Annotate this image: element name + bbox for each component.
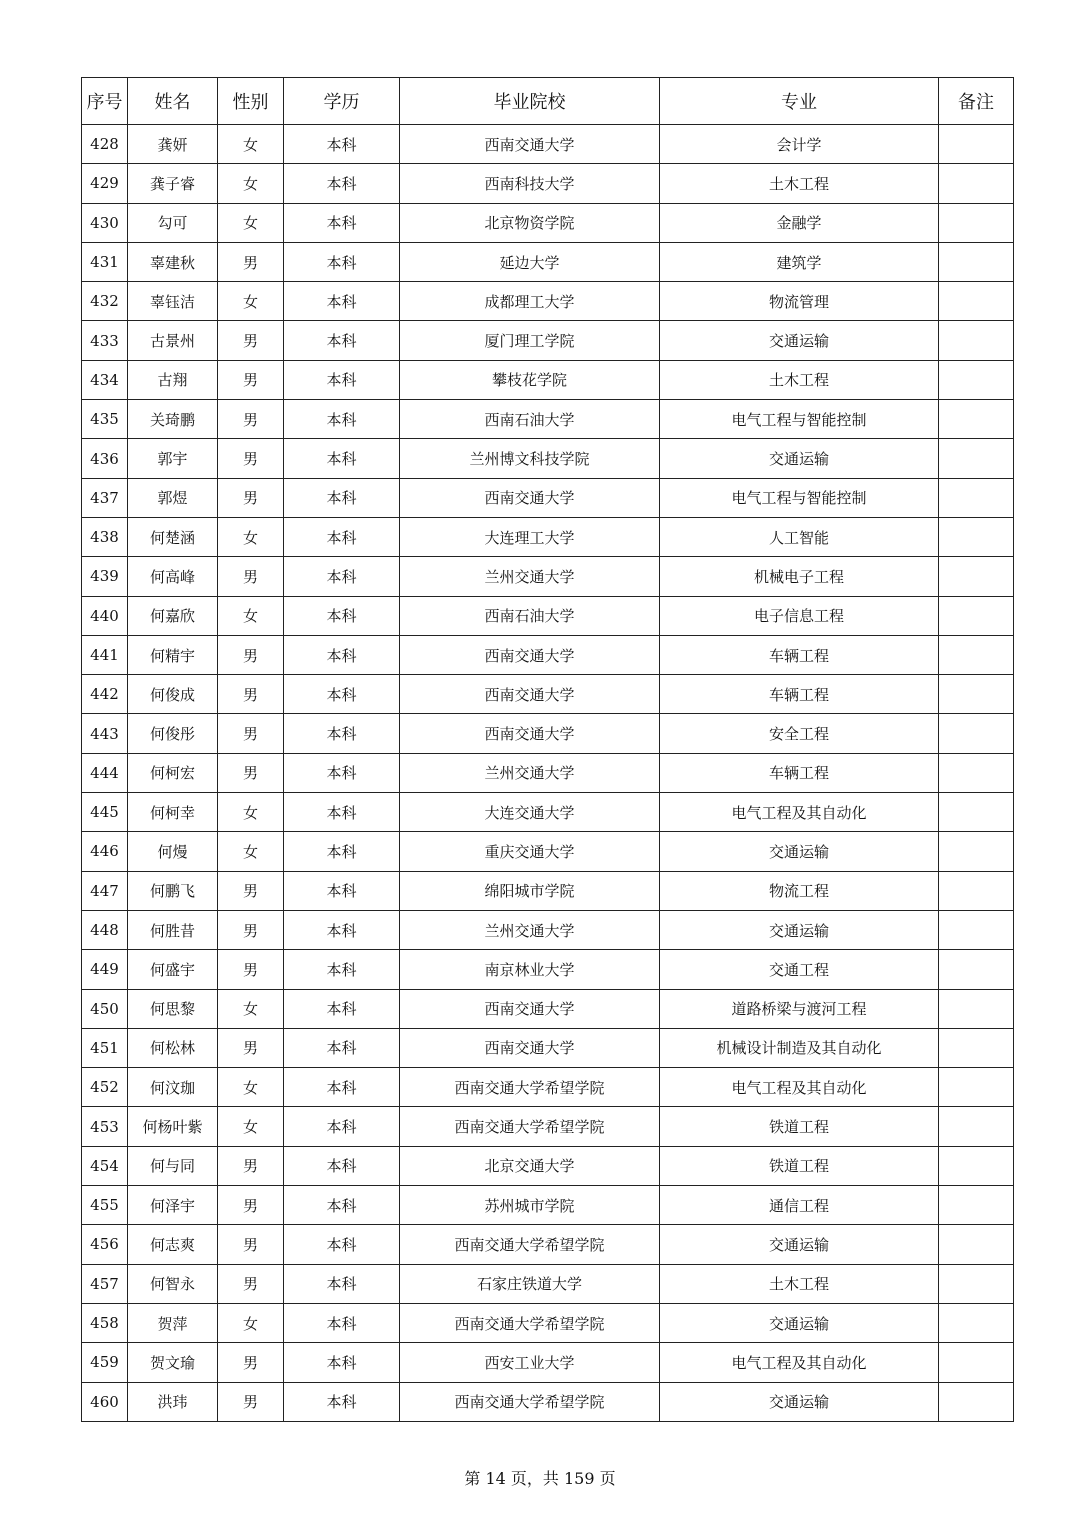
cell-education: 本科 [284,1068,400,1107]
cell-name: 何与同 [128,1146,218,1185]
cell-gender: 男 [218,1186,284,1225]
cell-school: 兰州交通大学 [400,753,660,792]
cell-index: 458 [82,1303,128,1342]
cell-remarks [939,596,1014,635]
cell-school: 西南交通大学 [400,478,660,517]
cell-remarks [939,1107,1014,1146]
cell-name: 何盛宇 [128,950,218,989]
cell-gender: 男 [218,321,284,360]
cell-gender: 男 [218,1225,284,1264]
cell-gender: 女 [218,164,284,203]
cell-index: 455 [82,1186,128,1225]
table-row [82,950,1014,989]
table-row [82,164,1014,203]
table-row [82,1225,1014,1264]
cell-remarks [939,125,1014,164]
cell-education: 本科 [284,203,400,242]
cell-gender: 男 [218,400,284,439]
cell-remarks [939,242,1014,281]
table-row [82,321,1014,360]
cell-major: 铁道工程 [660,1107,939,1146]
cell-name: 何俊成 [128,675,218,714]
cell-school: 成都理工大学 [400,282,660,321]
cell-index: 437 [82,478,128,517]
cell-remarks [939,675,1014,714]
cell-major: 交通运输 [660,910,939,949]
cell-index: 430 [82,203,128,242]
cell-education: 本科 [284,989,400,1028]
cell-gender: 男 [218,635,284,674]
cell-education: 本科 [284,400,400,439]
cell-index: 433 [82,321,128,360]
cell-major: 交通运输 [660,321,939,360]
cell-remarks [939,557,1014,596]
cell-school: 西安工业大学 [400,1343,660,1382]
cell-major: 交通运输 [660,832,939,871]
cell-index: 447 [82,871,128,910]
table-row [82,832,1014,871]
cell-index: 441 [82,635,128,674]
cell-gender: 男 [218,1146,284,1185]
cell-index: 438 [82,517,128,556]
cell-gender: 男 [218,1028,284,1067]
table-row [82,910,1014,949]
cell-remarks [939,478,1014,517]
cell-index: 452 [82,1068,128,1107]
cell-index: 457 [82,1264,128,1303]
cell-gender: 女 [218,832,284,871]
cell-major: 土木工程 [660,164,939,203]
cell-gender: 女 [218,1068,284,1107]
cell-gender: 男 [218,360,284,399]
cell-name: 何鹏飞 [128,871,218,910]
cell-major: 铁道工程 [660,1146,939,1185]
cell-school: 大连交通大学 [400,793,660,832]
cell-gender: 男 [218,478,284,517]
cell-name: 龚子睿 [128,164,218,203]
cell-remarks [939,400,1014,439]
cell-school: 绵阳城市学院 [400,871,660,910]
cell-major: 交通运输 [660,439,939,478]
cell-remarks [939,1146,1014,1185]
cell-school: 北京物资学院 [400,203,660,242]
header-index: 序号 [82,78,128,125]
cell-education: 本科 [284,793,400,832]
cell-gender: 女 [218,203,284,242]
cell-school: 西南交通大学 [400,1028,660,1067]
cell-name: 何杨叶紫 [128,1107,218,1146]
table-row [82,557,1014,596]
cell-name: 辜钰洁 [128,282,218,321]
cell-remarks [939,989,1014,1028]
cell-major: 电气工程及其自动化 [660,1343,939,1382]
cell-major: 人工智能 [660,517,939,556]
cell-school: 延边大学 [400,242,660,281]
cell-major: 建筑学 [660,242,939,281]
cell-remarks [939,321,1014,360]
cell-school: 南京林业大学 [400,950,660,989]
cell-index: 448 [82,910,128,949]
cell-index: 450 [82,989,128,1028]
cell-education: 本科 [284,1186,400,1225]
cell-name: 何高峰 [128,557,218,596]
header-remarks: 备注 [939,78,1014,125]
cell-index: 435 [82,400,128,439]
cell-school: 重庆交通大学 [400,832,660,871]
cell-index: 434 [82,360,128,399]
cell-major: 电气工程与智能控制 [660,400,939,439]
cell-education: 本科 [284,1146,400,1185]
table-row [82,1264,1014,1303]
cell-major: 车辆工程 [660,753,939,792]
cell-name: 古景州 [128,321,218,360]
cell-education: 本科 [284,478,400,517]
cell-remarks [939,1382,1014,1421]
cell-education: 本科 [284,557,400,596]
cell-name: 何智永 [128,1264,218,1303]
cell-major: 物流工程 [660,871,939,910]
cell-education: 本科 [284,360,400,399]
cell-major: 交通运输 [660,1382,939,1421]
cell-index: 446 [82,832,128,871]
table-row [82,1028,1014,1067]
cell-index: 459 [82,1343,128,1382]
table-row [82,675,1014,714]
cell-education: 本科 [284,714,400,753]
cell-gender: 女 [218,793,284,832]
cell-school: 厦门理工学院 [400,321,660,360]
cell-gender: 女 [218,596,284,635]
cell-education: 本科 [284,871,400,910]
cell-index: 451 [82,1028,128,1067]
cell-remarks [939,1343,1014,1382]
cell-gender: 男 [218,753,284,792]
cell-school: 西南交通大学希望学院 [400,1225,660,1264]
cell-index: 431 [82,242,128,281]
cell-name: 何泽宇 [128,1186,218,1225]
table-row [82,714,1014,753]
cell-remarks [939,832,1014,871]
cell-index: 454 [82,1146,128,1185]
cell-name: 古翔 [128,360,218,399]
cell-remarks [939,439,1014,478]
cell-index: 453 [82,1107,128,1146]
cell-remarks [939,1186,1014,1225]
table-header-row [82,78,1014,125]
table-row [82,1303,1014,1342]
cell-education: 本科 [284,596,400,635]
cell-name: 何柯幸 [128,793,218,832]
cell-gender: 男 [218,675,284,714]
table-row [82,1186,1014,1225]
cell-remarks [939,910,1014,949]
cell-name: 何楚涵 [128,517,218,556]
table-row [82,1343,1014,1382]
cell-major: 电气工程及其自动化 [660,1068,939,1107]
table-row [82,596,1014,635]
cell-index: 443 [82,714,128,753]
cell-remarks [939,517,1014,556]
cell-name: 洪玮 [128,1382,218,1421]
cell-school: 苏州城市学院 [400,1186,660,1225]
cell-school: 西南交通大学希望学院 [400,1382,660,1421]
candidate-table [81,77,1014,1422]
cell-remarks [939,1264,1014,1303]
cell-name: 何松林 [128,1028,218,1067]
cell-school: 西南交通大学 [400,635,660,674]
cell-gender: 女 [218,1107,284,1146]
cell-education: 本科 [284,164,400,203]
cell-education: 本科 [284,1303,400,1342]
cell-gender: 女 [218,282,284,321]
cell-name: 何俊彤 [128,714,218,753]
cell-school: 北京交通大学 [400,1146,660,1185]
cell-major: 交通运输 [660,1225,939,1264]
header-school: 毕业院校 [400,78,660,125]
cell-name: 何思黎 [128,989,218,1028]
cell-index: 429 [82,164,128,203]
header-name: 姓名 [128,78,218,125]
cell-index: 436 [82,439,128,478]
table-row [82,439,1014,478]
table-row [82,203,1014,242]
cell-education: 本科 [284,753,400,792]
cell-name: 何汶珈 [128,1068,218,1107]
cell-major: 交通运输 [660,1303,939,1342]
cell-name: 龚妍 [128,125,218,164]
cell-name: 勾可 [128,203,218,242]
table-row [82,793,1014,832]
table-row [82,1382,1014,1421]
cell-index: 432 [82,282,128,321]
cell-index: 442 [82,675,128,714]
cell-name: 关琦鹏 [128,400,218,439]
cell-education: 本科 [284,950,400,989]
cell-school: 大连理工大学 [400,517,660,556]
table-body [82,125,1014,1422]
cell-school: 石家庄铁道大学 [400,1264,660,1303]
cell-major: 通信工程 [660,1186,939,1225]
table-row [82,242,1014,281]
cell-index: 460 [82,1382,128,1421]
cell-gender: 男 [218,950,284,989]
table-row [82,1107,1014,1146]
cell-school: 西南科技大学 [400,164,660,203]
cell-major: 机械设计制造及其自动化 [660,1028,939,1067]
cell-gender: 女 [218,1303,284,1342]
header-gender: 性别 [218,78,284,125]
cell-gender: 女 [218,989,284,1028]
cell-major: 金融学 [660,203,939,242]
cell-name: 郭宇 [128,439,218,478]
cell-school: 兰州交通大学 [400,910,660,949]
cell-school: 西南石油大学 [400,400,660,439]
page-number: 第 14 页，共 159 页 [464,1469,616,1488]
cell-major: 物流管理 [660,282,939,321]
cell-school: 西南交通大学希望学院 [400,1068,660,1107]
cell-index: 444 [82,753,128,792]
cell-name: 何胜昔 [128,910,218,949]
cell-index: 440 [82,596,128,635]
cell-gender: 男 [218,871,284,910]
cell-education: 本科 [284,1225,400,1264]
cell-major: 电子信息工程 [660,596,939,635]
cell-education: 本科 [284,635,400,674]
header-major: 专业 [660,78,939,125]
cell-gender: 男 [218,1264,284,1303]
cell-education: 本科 [284,910,400,949]
cell-name: 贺萍 [128,1303,218,1342]
cell-school: 西南交通大学 [400,714,660,753]
cell-education: 本科 [284,1028,400,1067]
cell-remarks [939,1225,1014,1264]
table-row [82,400,1014,439]
cell-major: 机械电子工程 [660,557,939,596]
cell-gender: 女 [218,125,284,164]
cell-remarks [939,282,1014,321]
table-row [82,360,1014,399]
cell-school: 兰州博文科技学院 [400,439,660,478]
cell-education: 本科 [284,242,400,281]
cell-remarks [939,871,1014,910]
cell-education: 本科 [284,282,400,321]
cell-gender: 男 [218,439,284,478]
cell-remarks [939,164,1014,203]
cell-education: 本科 [284,675,400,714]
table-row [82,125,1014,164]
cell-school: 西南石油大学 [400,596,660,635]
cell-remarks [939,360,1014,399]
cell-remarks [939,1068,1014,1107]
cell-gender: 男 [218,1343,284,1382]
cell-school: 攀枝花学院 [400,360,660,399]
table-row [82,517,1014,556]
cell-major: 车辆工程 [660,635,939,674]
cell-education: 本科 [284,439,400,478]
cell-education: 本科 [284,125,400,164]
cell-major: 车辆工程 [660,675,939,714]
cell-gender: 男 [218,557,284,596]
cell-gender: 男 [218,1382,284,1421]
cell-remarks [939,950,1014,989]
cell-name: 何柯宏 [128,753,218,792]
cell-education: 本科 [284,321,400,360]
cell-name: 郭煜 [128,478,218,517]
cell-index: 439 [82,557,128,596]
cell-major: 道路桥梁与渡河工程 [660,989,939,1028]
header-education: 学历 [284,78,400,125]
cell-index: 428 [82,125,128,164]
cell-major: 土木工程 [660,1264,939,1303]
cell-remarks [939,793,1014,832]
cell-gender: 男 [218,714,284,753]
table-row [82,1146,1014,1185]
cell-school: 西南交通大学希望学院 [400,1107,660,1146]
cell-major: 土木工程 [660,360,939,399]
cell-name: 何精宇 [128,635,218,674]
table-row [82,989,1014,1028]
cell-gender: 女 [218,517,284,556]
cell-remarks [939,1028,1014,1067]
cell-name: 辜建秋 [128,242,218,281]
cell-remarks [939,635,1014,674]
cell-school: 西南交通大学 [400,675,660,714]
cell-school: 西南交通大学希望学院 [400,1303,660,1342]
cell-major: 电气工程与智能控制 [660,478,939,517]
cell-remarks [939,753,1014,792]
table-row [82,871,1014,910]
cell-school: 西南交通大学 [400,125,660,164]
cell-remarks [939,714,1014,753]
cell-name: 何嘉欣 [128,596,218,635]
cell-name: 何志爽 [128,1225,218,1264]
cell-school: 西南交通大学 [400,989,660,1028]
cell-name: 贺文瑜 [128,1343,218,1382]
cell-index: 445 [82,793,128,832]
cell-education: 本科 [284,1264,400,1303]
cell-education: 本科 [284,832,400,871]
table-row [82,635,1014,674]
cell-education: 本科 [284,517,400,556]
cell-gender: 男 [218,910,284,949]
cell-index: 456 [82,1225,128,1264]
cell-education: 本科 [284,1107,400,1146]
cell-school: 兰州交通大学 [400,557,660,596]
cell-education: 本科 [284,1382,400,1421]
cell-remarks [939,203,1014,242]
cell-education: 本科 [284,1343,400,1382]
cell-remarks [939,1303,1014,1342]
cell-major: 电气工程及其自动化 [660,793,939,832]
cell-major: 交通工程 [660,950,939,989]
cell-gender: 男 [218,242,284,281]
table-row [82,282,1014,321]
table-row [82,1068,1014,1107]
cell-index: 449 [82,950,128,989]
table-row [82,478,1014,517]
cell-major: 会计学 [660,125,939,164]
cell-name: 何熳 [128,832,218,871]
cell-major: 安全工程 [660,714,939,753]
table-row [82,753,1014,792]
